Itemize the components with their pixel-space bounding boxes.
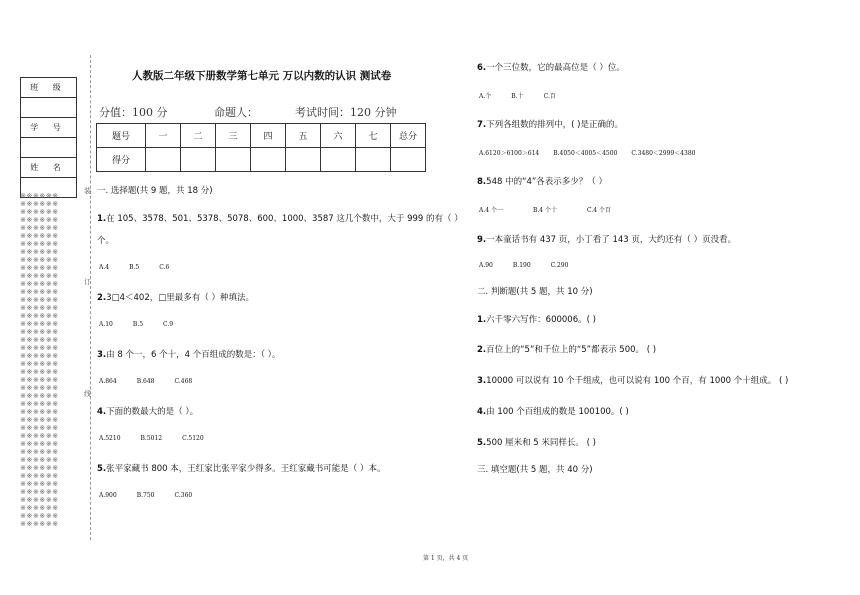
score-cell[interactable] bbox=[286, 148, 321, 172]
question-1-options bbox=[99, 264, 189, 271]
score-table-header-row bbox=[97, 124, 426, 148]
question-text: 下面的数最大的是（ ）。 bbox=[106, 407, 199, 417]
question-5 bbox=[97, 462, 386, 474]
exam-time: 考试时间：120 分钟 bbox=[295, 106, 397, 119]
question-text: 由 8 个一，6 个十，4 个百组成的数是：（ ）。 bbox=[106, 350, 281, 360]
binding-line bbox=[90, 55, 91, 540]
question-text: 六千零六写作：600006。( ) bbox=[486, 315, 596, 325]
option-c[interactable]: C.3480＜2999＜4380 bbox=[631, 150, 696, 157]
option-c[interactable]: C.5120 bbox=[182, 435, 204, 442]
question-text: 一本童话书有 437 页，小丁看了 143 页，大约还有（ ）页没看。 bbox=[486, 235, 737, 245]
score-cell[interactable] bbox=[356, 148, 391, 172]
question-text: 张平家藏书 800 本，王红家比张平家少得多。王红家藏书可能是（ ）本。 bbox=[106, 464, 386, 474]
option-a[interactable]: A.864 bbox=[99, 378, 117, 385]
option-c[interactable]: C.9 bbox=[163, 321, 174, 328]
option-b[interactable]: B.190 bbox=[512, 262, 531, 269]
class-label: 班 级 bbox=[21, 78, 77, 98]
option-b[interactable]: B.648 bbox=[136, 378, 155, 385]
score-cell[interactable] bbox=[181, 148, 216, 172]
option-c[interactable]: C.468 bbox=[174, 378, 193, 385]
score-cell[interactable] bbox=[391, 148, 426, 172]
judge-3 bbox=[477, 374, 788, 386]
question-2-options bbox=[99, 321, 193, 328]
option-b[interactable]: B.5 bbox=[129, 264, 140, 271]
section-heading-choice: 一. 选择题(共 9 题，共 18 分) bbox=[97, 186, 213, 196]
judge-5 bbox=[477, 436, 596, 448]
question-number: 1. bbox=[477, 315, 487, 325]
option-b[interactable]: B.5012 bbox=[140, 435, 163, 442]
question-number: 7. bbox=[477, 120, 487, 130]
judge-4 bbox=[477, 405, 629, 417]
score-table-score-row bbox=[97, 148, 426, 172]
question-text: 3□4＜402，□里最多有（ ）种填法。 bbox=[106, 293, 254, 303]
judge-2 bbox=[477, 343, 656, 355]
option-b[interactable]: B.4 个十 bbox=[532, 207, 558, 214]
question-number: 2. bbox=[477, 345, 487, 355]
score-row-label: 得分 bbox=[97, 148, 146, 172]
header-cell: 四 bbox=[251, 124, 286, 148]
header-cell: 一 bbox=[146, 124, 181, 148]
question-number: 3. bbox=[477, 376, 487, 386]
score-cell[interactable] bbox=[251, 148, 286, 172]
student-id-field[interactable] bbox=[21, 138, 77, 158]
header-cell: 六 bbox=[321, 124, 356, 148]
option-b[interactable]: B.十 bbox=[511, 93, 524, 100]
header-cell: 总分 bbox=[391, 124, 426, 148]
seal-char-xian: 线 bbox=[84, 390, 91, 398]
question-text: 548 中的“4”各表示多少？（ ） bbox=[486, 177, 608, 187]
question-2 bbox=[97, 291, 254, 303]
option-a[interactable]: A.6120＞6100＞614 bbox=[479, 150, 540, 157]
question-text: 一个三位数，它的最高位是（ ）位。 bbox=[486, 63, 625, 73]
question-number: 9. bbox=[477, 235, 487, 245]
option-a[interactable]: A.4 bbox=[99, 264, 110, 271]
option-a[interactable]: A.10 bbox=[99, 321, 113, 328]
option-a[interactable]: A.5210 bbox=[99, 435, 121, 442]
option-b[interactable]: B.4050＜4005＜4500 bbox=[553, 150, 618, 157]
author-label: 命题人： bbox=[214, 106, 258, 119]
question-number: 4. bbox=[97, 407, 107, 417]
question-number: 8. bbox=[477, 177, 487, 187]
option-c[interactable]: C.290 bbox=[550, 262, 569, 269]
option-b[interactable]: B.5 bbox=[132, 321, 144, 328]
seal-char-ding: 订 bbox=[84, 278, 91, 286]
page-title: 人教版二年级下册数学第七单元 万以内数的认识 测试卷 bbox=[132, 70, 392, 82]
option-a[interactable]: A.4 个一 bbox=[479, 207, 503, 214]
question-4-options bbox=[99, 435, 224, 442]
question-5-options bbox=[99, 492, 212, 499]
score-cell[interactable] bbox=[146, 148, 181, 172]
header-cell: 五 bbox=[286, 124, 321, 148]
question-text: 10000 可以说有 10 个千组成，也可以说有 100 个百，有 1000 个十组成。 ( ) bbox=[486, 376, 789, 386]
question-7-options bbox=[479, 148, 715, 157]
question-8-options bbox=[479, 205, 631, 214]
score-table bbox=[96, 123, 426, 172]
option-a[interactable]: A.900 bbox=[99, 492, 117, 499]
question-text: 个。 bbox=[97, 236, 115, 246]
score-cell[interactable] bbox=[216, 148, 251, 172]
question-3-options bbox=[99, 378, 212, 385]
section-heading-fill-blank: 三. 填空题(共 5 题，共 40 分) bbox=[477, 465, 593, 475]
header-cell: 七 bbox=[356, 124, 391, 148]
score-value: 分值：100 分 bbox=[99, 106, 168, 119]
question-6-options bbox=[479, 91, 576, 100]
question-9-options bbox=[479, 262, 588, 269]
header-cell: 题号 bbox=[97, 124, 146, 148]
question-text: 百位上的“5”和千位上的“5”都表示 500。 ( ) bbox=[486, 345, 657, 355]
question-text: 500 厘米和 5 米同样长。 ( ) bbox=[486, 438, 596, 448]
score-cell[interactable] bbox=[321, 148, 356, 172]
question-number: 5. bbox=[477, 438, 487, 448]
name-label: 姓 名 bbox=[21, 158, 77, 178]
seal-char-zhuang: 装 bbox=[84, 187, 91, 195]
question-text: 由 100 个百组成的数是 100100。( ) bbox=[486, 407, 629, 417]
option-a[interactable]: A.90 bbox=[479, 262, 493, 269]
option-c[interactable]: C.百 bbox=[543, 93, 556, 100]
question-1-continued bbox=[97, 234, 114, 246]
class-field[interactable] bbox=[21, 98, 77, 118]
question-number: 6. bbox=[477, 63, 487, 73]
question-9 bbox=[477, 233, 736, 245]
question-number: 4. bbox=[477, 407, 487, 417]
student-info-table bbox=[20, 77, 77, 198]
option-c[interactable]: C.4 个百 bbox=[587, 207, 612, 214]
student-id-label: 学 号 bbox=[21, 118, 77, 138]
question-4 bbox=[97, 405, 198, 417]
question-number: 5. bbox=[97, 464, 107, 474]
header-cell: 二 bbox=[181, 124, 216, 148]
page-footer: 第 1 页，共 4 页 bbox=[423, 555, 469, 562]
judge-1 bbox=[477, 313, 596, 325]
header-cell: 三 bbox=[216, 124, 251, 148]
question-number: 3. bbox=[97, 350, 107, 360]
question-text: 下列各组数的排列中，( )是正确的。 bbox=[486, 120, 623, 130]
question-text: 在 105、3578、501、5378、5078、600、1000、3587 这几个数中，大于 999 的有（ ） bbox=[106, 214, 463, 224]
question-1 bbox=[97, 212, 463, 224]
question-number: 2. bbox=[97, 293, 107, 303]
question-8 bbox=[477, 175, 607, 187]
option-c[interactable]: C.360 bbox=[174, 492, 193, 499]
section-heading-true-false: 二. 判断题(共 5 题，共 10 分) bbox=[477, 287, 593, 297]
question-number: 1. bbox=[97, 214, 107, 224]
question-6 bbox=[477, 61, 625, 73]
option-a[interactable]: A.个 bbox=[479, 93, 492, 100]
decorative-star-pattern: ※※※※※※ ※※※※※※ ※※※※※※ ※※※※※※ ※※※※※※ ※※※※※※ ※※※※※※ ※※※※※※ ※※※※※※ ※※※※※※ ※※※※※※ ※※※※※※ ※※※※※※ ※※※※※※ ※※※※※※ ※※※※※※ ※※※※※※ ※※※※※※ ※※※※※※ ※※※※※※ ※※※※※※ ※※※※※※ ※※※※※※ ※※※※※※ ※※※※※※ ※※※※※※ ※※※※※※ ※※※※※※ ※※※※※※ ※※※※※※ ※※※※※※ ※※※※※※ ※※※※※※ ※※※※※※ ※※※※※※ ※※※※※※ ※※※※※※ ※※※※※※ ※※※※※※ ※※※※※※ ※※※※※※ ※※※※※※ bbox=[20, 192, 59, 528]
option-b[interactable]: B.750 bbox=[136, 492, 155, 499]
option-c[interactable]: C.6 bbox=[159, 264, 170, 271]
question-7 bbox=[477, 118, 623, 130]
question-3 bbox=[97, 348, 280, 360]
